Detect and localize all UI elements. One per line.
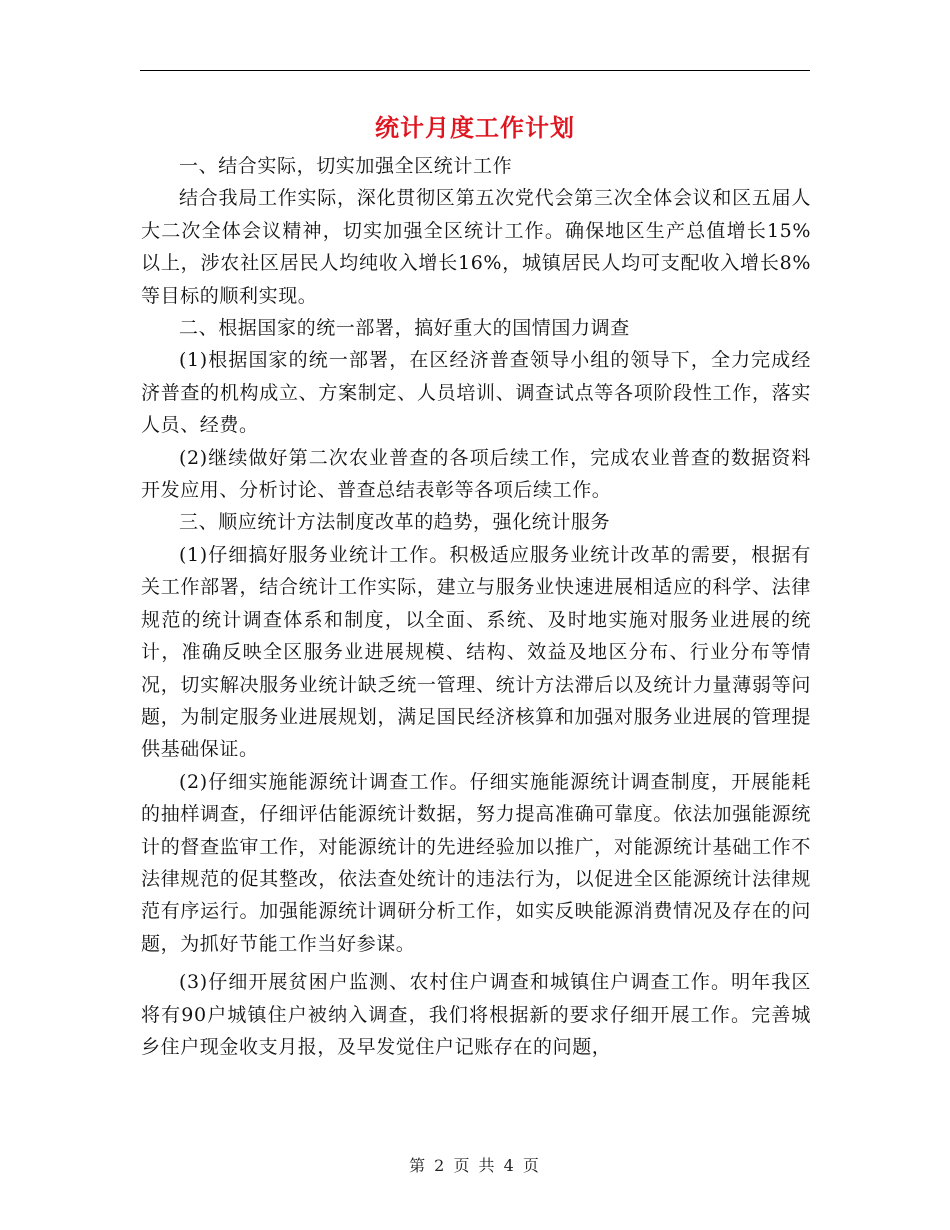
header-rule: [140, 70, 810, 71]
section-heading-3: 三、顺应统计方法制度改革的趋势，强化统计服务: [179, 511, 611, 534]
paragraph: 结合我局工作实际，深化贯彻区第五次党代会第三次全体会议和区五届人大二次全体会议精神，切实加强全区统计工作。确保地区生产总值增长15%以上，涉农社区居民人均纯收入增长16%，城镇居民人均可支配收入增长8%等目标的顺利实现。: [141, 187, 811, 307]
paragraph: (1)仔细搞好服务业统计工作。积极适应服务业统计改革的需要，根据有关工作部署，结合统计工作实际，建立与服务业快速进展相适应的科学、法律规范的统计调查体系和制度，以全面、系统、及时地实施对服务业进展的统计，准确反映全区服务业进展规模、结构、效益及地区分布、行业分布等情况，切实解决服务业统计缺乏统一管理、统计方法滞后以及统计力量薄弱等问题，为制定服务业进展规划，满足国民经济核算和加强对服务业进展的管理提供基础保证。: [141, 543, 811, 761]
section-heading-2: 二、根据国家的统一部署，搞好重大的国情国力调查: [179, 317, 630, 340]
page-title: 统计月度工作计划: [375, 114, 575, 142]
document-body: [141, 150, 811, 1063]
paragraph: (2)继续做好第二次农业普查的各项后续工作，完成农业普查的数据资料开发应用、分析讨论、普查总结表彰等各项后续工作。: [141, 446, 811, 502]
paragraph: (3)仔细开展贫困户监测、农村住户调查和城镇住户调查工作。明年我区将有90户城镇住户被纳入调查，我们将根据新的要求仔细开展工作。完善城乡住户现金收支月报，及早发觉住户记账存在的问题，: [141, 971, 811, 1058]
page-number-footer: 第 2 页 共 4 页: [409, 1156, 541, 1175]
paragraph: (1)根据国家的统一部署，在区经济普查领导小组的领导下，全力完成经济普查的机构成立、方案制定、人员培训、调查试点等各项阶段性工作，落实人员、经费。: [141, 349, 811, 437]
paragraph: (2)仔细实施能源统计调查工作。仔细实施能源统计调查制度，开展能耗的抽样调查，仔细评估能源统计数据，努力提高准确可靠度。依法加强能源统计的督查监审工作，对能源统计的先进经验加以推广，对能源统计基础工作不法律规范的促其整改，依法查处统计的违法行为，以促进全区能源统计法律规范有序运行。加强能源统计调研分析工作，如实反映能源消费情况及存在的问题，为抓好节能工作当好参谋。: [141, 770, 811, 955]
section-heading-1: 一、结合实际，切实加强全区统计工作: [179, 155, 513, 177]
